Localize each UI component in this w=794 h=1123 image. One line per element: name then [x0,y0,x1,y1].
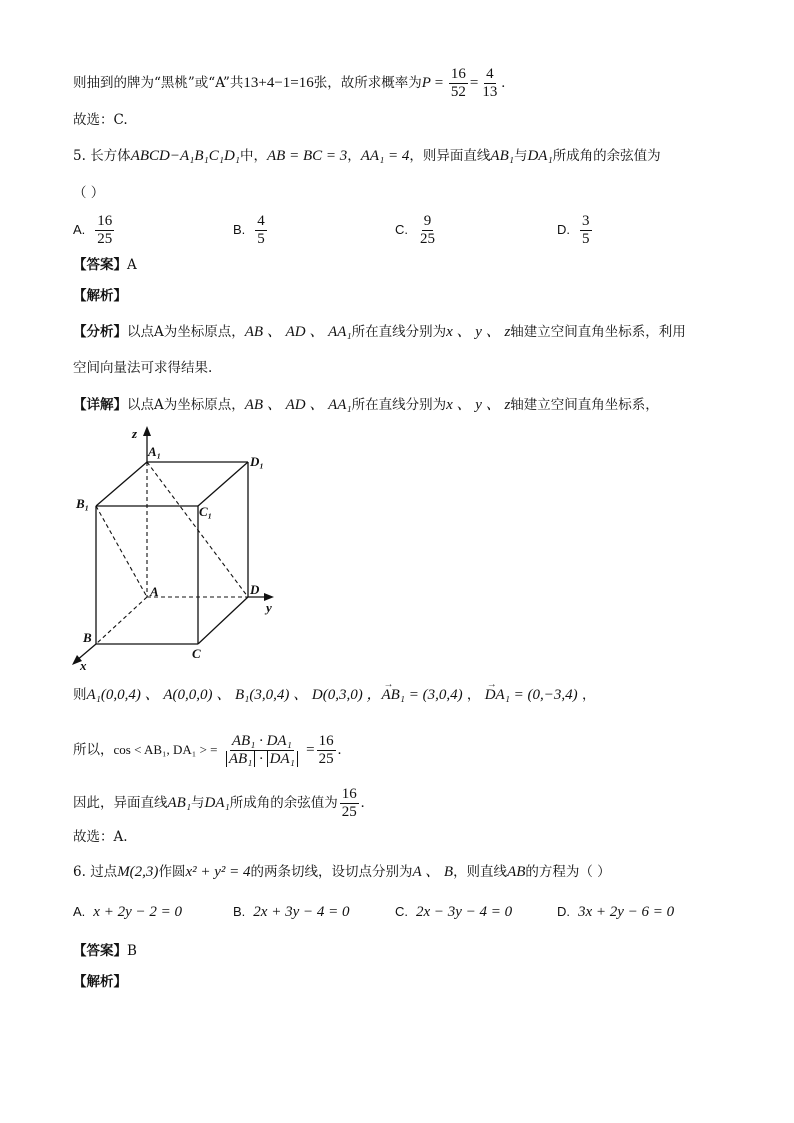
q6-option-c[interactable]: C. 2x − 3y − 4 = 0 [395,904,513,920]
q5-stem: 5. 长方体ABCD−A₁B₁C₁D₁中，AB = BC = 3，AA₁ = 4，则异面直线AB₁与DA₁所成角的余弦值为 [73,148,661,164]
fraction: $\frac{16}{52}$ [450,66,466,100]
q6-answer: 【答案】B [73,943,137,959]
q6-stem: 6. 过点M(2,3)作圆x² + y² = 4的两条切线，设切点分别为A 、 B，则直线AB的方程为（ ） [73,864,611,880]
label-y: y [266,600,272,615]
label-a1: A₁ [148,444,162,459]
q6-option-d[interactable]: D. 3x + 2y − 6 = 0 [557,904,675,920]
fraction: $\frac{4}{13}$ [482,66,498,100]
q5-cosine: 所以，cos < AB₁, DA₁ > = $\frac{\text{AB₁ · DA₁}}{\text{AB₁ · DA₁}}$ = $\frac{16}{25}$ . [73,733,342,767]
q5-paren: （ ） [73,185,105,201]
label-b1: B₁ [76,496,90,511]
dashed-b1a [96,506,147,597]
q5-option-b[interactable]: B. $\frac{4}{5}$ [233,213,265,247]
label-c: C [192,646,201,661]
cuboid-figure [68,422,288,672]
q5-fenxi-line2: 空间向量法可求得结果. [73,360,213,376]
edge-d1c1 [198,462,248,506]
label-c1: C₁ [199,504,213,519]
hidden-edge-ab [96,597,147,644]
q5-coords: 则A₁(0,0,4) 、 A(0,0,0) 、 B₁(3,0,4) 、 D(0,3,0) ，→ AB₁ = (3,0,4) ， → DA₁ = (0,−3,4) ， [73,685,595,705]
label-d: D [250,582,260,597]
q6-option-b[interactable]: B. 2x + 3y − 4 = 0 [233,904,350,920]
label-b: B [83,630,92,645]
label-z: z [132,426,138,441]
prev-probability-line: 则抽到的牌为“黑桃”或“A”共13+4−1=16张，故所求概率为P = $\frac{16}{52}$ = $\frac{4}{13}$ . [73,66,506,100]
z-arrow-icon [143,426,151,436]
q5-xiangjie: 【详解】以点A为坐标原点，AB 、 AD 、 AA₁所在直线分别为x 、 y 、 z轴建立空间直角坐标系， [73,397,659,413]
q5-option-c[interactable]: C. $\frac{9}{25}$ [395,213,435,247]
q5-conclusion: 因此，异面直线AB₁与DA₁所成角的余弦值为 $\frac{16}{25}$ . [73,786,365,820]
label-x: x [80,658,87,672]
q5-analysis-heading: 【解析】 [73,288,127,304]
q6-analysis-heading: 【解析】 [73,974,127,990]
edge-a1b1 [96,462,147,506]
q5-option-a[interactable]: A. $\frac{16}{25}$ [73,213,113,247]
prev-choice: 故选：C. [73,112,128,128]
label-d1: D₁ [250,454,264,469]
edge-cd [198,597,248,644]
q5-answer: 【答案】A [73,257,137,273]
label-a: A [150,584,159,599]
cosine-fraction: $\frac{\text{AB₁ · DA₁}}{\text{AB₁ · DA₁}}$ [224,733,300,768]
q5-choice: 故选：A. [73,829,128,845]
q6-option-a[interactable]: A. x + 2y − 2 = 0 [73,904,182,920]
q5-option-d[interactable]: D. $\frac{3}{5}$ [557,213,590,247]
q5-fenxi: 【分析】以点A为坐标原点，AB 、 AD 、 AA₁所在直线分别为x 、 y 、 z轴建立空间直角坐标系，利用 [73,324,686,340]
